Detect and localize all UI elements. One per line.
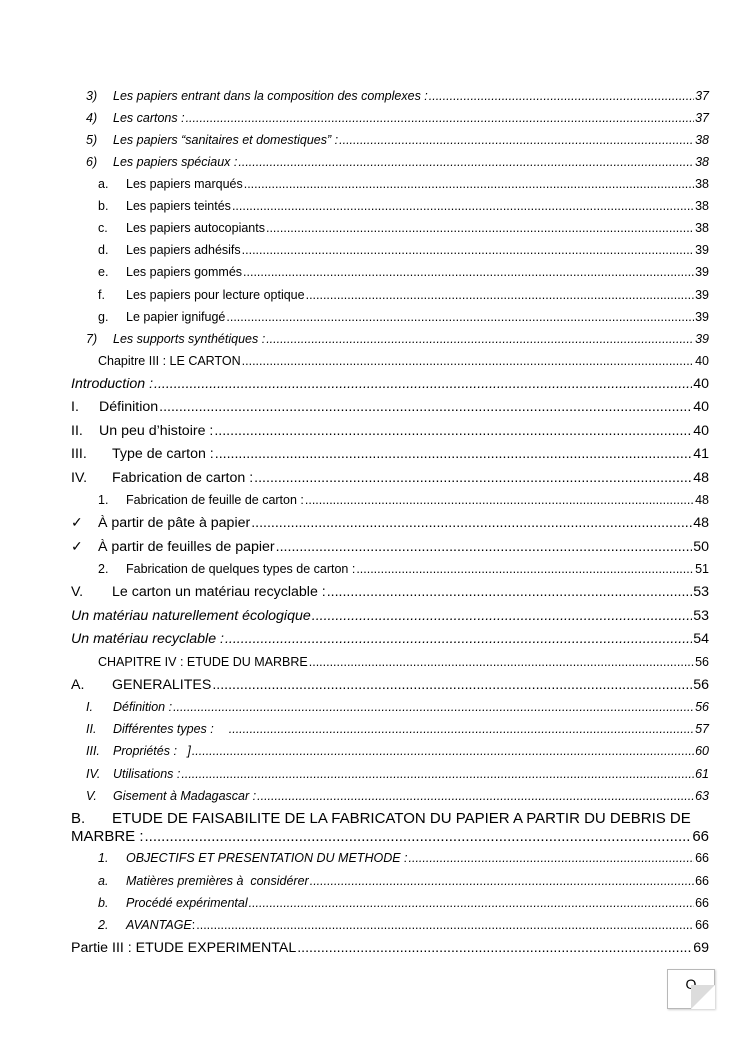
toc-entry-title: Type de carton :: [112, 446, 214, 462]
toc-entry-number: c.: [98, 221, 108, 235]
toc-entry[interactable]: [98, 562, 709, 576]
toc-entry-page: 38: [695, 133, 709, 147]
toc-entry-number: b.: [98, 896, 109, 910]
toc-entry-page: 37: [695, 89, 709, 103]
toc-leader-dots: [226, 310, 694, 324]
toc-entry-number: b.: [98, 199, 109, 213]
toc-entry-title: Gisement à Madagascar :: [113, 789, 257, 803]
toc-leader-dots: [196, 918, 694, 932]
toc-entry-title: À partir de pâte à papier: [98, 515, 251, 531]
toc-entry-page: 40: [693, 376, 709, 392]
toc-entry-page: 63: [695, 789, 709, 803]
toc-entry-page: 39: [695, 288, 709, 302]
toc-entry-page: 53: [693, 584, 709, 600]
toc-entry-number: e.: [98, 265, 109, 279]
toc-entry-title: Définition: [99, 399, 159, 415]
toc-entry-page: 50: [693, 539, 709, 555]
toc-leader-dots: [266, 332, 694, 346]
toc-entry-number: a.: [98, 177, 109, 191]
toc-entry[interactable]: [98, 243, 709, 257]
toc-entry-title: Un matériau naturellement écologique: [71, 608, 311, 624]
toc-entry-title: À partir de feuilles de papier: [98, 539, 275, 555]
toc-entry-title: Chapitre III : LE CARTON: [98, 354, 241, 368]
toc-entry-page: 39: [695, 332, 709, 346]
toc-entry-title: Les papiers adhésifs: [126, 243, 241, 257]
toc-entry-number: 1.: [98, 493, 109, 507]
toc-entry-chapter[interactable]: [98, 655, 709, 669]
toc-leader-dots: [192, 744, 694, 758]
toc-entry-title: Les papiers autocopiants: [126, 221, 265, 235]
toc-leader-dots: [229, 722, 694, 736]
toc-entry[interactable]: [86, 332, 709, 346]
toc-leader-dots: [186, 111, 695, 125]
toc-entry[interactable]: [86, 89, 709, 103]
toc-entry-page: 51: [695, 562, 709, 576]
toc-entry-title-suffix: :: [191, 918, 196, 932]
toc-entry[interactable]: [98, 265, 709, 279]
toc-entry-title: Procédé expérimental: [126, 896, 248, 910]
toc-entry[interactable]: [98, 851, 709, 865]
toc-entry-page: 66: [695, 918, 709, 932]
toc-entry-title: Les cartons :: [113, 111, 185, 125]
toc-entry-number: 1.: [98, 851, 109, 865]
toc-leader-dots: [276, 539, 693, 555]
toc-entry-title: Matières premières à considérer: [126, 874, 309, 888]
toc-entry[interactable]: [71, 446, 709, 462]
toc-entry-title: Propriétés : ]: [113, 744, 191, 758]
toc-entry-page: 37: [695, 111, 709, 125]
toc-entry-title: Les papiers entrant dans la composition des complexes :: [113, 89, 428, 103]
toc-entry[interactable]: [98, 918, 709, 932]
page-fold-icon: [691, 985, 715, 1009]
toc-entry-page: 38: [695, 199, 709, 213]
toc-entry-title: OBJECTIFS ET PRESENTATION DU METHODE :: [126, 851, 408, 865]
toc-leader-dots: [310, 874, 694, 888]
page-number: O: [685, 976, 697, 992]
toc-entry-title: AVANTAGE: [126, 918, 192, 932]
toc-entry[interactable]: [86, 767, 709, 781]
toc-leader-dots: [145, 828, 692, 846]
toc-leader-dots: [181, 767, 694, 781]
toc-leader-dots: [154, 376, 692, 392]
toc-entry-page: 66: [695, 874, 709, 888]
toc-leader-dots: [225, 631, 692, 647]
checkmark-icon: ✓: [71, 515, 83, 531]
toc-entry-number: 7): [86, 332, 98, 346]
toc-leader-dots: [257, 789, 694, 803]
toc-entry[interactable]: [86, 700, 709, 714]
toc-entry[interactable]: [71, 608, 709, 624]
toc-entry-page: 38: [695, 221, 709, 235]
toc-entry-page: 48: [693, 515, 709, 531]
toc-entry-title: Les papiers “sanitaires et domestiques” :: [113, 133, 339, 147]
toc-entry[interactable]: [98, 874, 709, 888]
toc-entry[interactable]: [71, 940, 709, 956]
toc-entry[interactable]: [71, 631, 709, 647]
toc-entry-title: Le papier ignifugé: [126, 310, 226, 324]
toc-entry-number: 4): [86, 111, 98, 125]
toc-entry-number: f.: [98, 288, 105, 302]
toc-leader-dots: [409, 851, 695, 865]
toc-entry-title: Définition :: [113, 700, 173, 714]
toc-entry-page: 48: [693, 470, 709, 486]
toc-leader-dots: [215, 446, 692, 462]
toc-entry-page: 66: [695, 896, 709, 910]
toc-entry[interactable]: [98, 288, 709, 302]
toc-entry[interactable]: [86, 722, 709, 736]
toc-entry-page: 66: [695, 851, 709, 865]
toc-entry-title: Différentes types :: [113, 722, 214, 736]
toc-entry-page: 38: [695, 155, 709, 169]
toc-entry[interactable]: [98, 177, 709, 191]
toc-entry-title: Partie III : ETUDE EXPERIMENTAL: [71, 940, 297, 956]
toc-entry-title: Le carton un matériau recyclable :: [112, 584, 326, 600]
toc-leader-dots: [306, 288, 695, 302]
toc-leader-dots: [242, 243, 694, 257]
toc-entry-page: 53: [693, 608, 709, 624]
toc-entry[interactable]: [71, 399, 709, 415]
toc-entry-number: d.: [98, 243, 109, 257]
toc-entry-number: II.: [86, 722, 97, 736]
toc-entry-page: 54: [693, 631, 709, 647]
toc-leader-dots: [312, 608, 692, 624]
toc-entry-page: 66: [692, 828, 709, 845]
toc-entry-number: 3): [86, 89, 98, 103]
toc-entry-page: 40: [693, 399, 709, 415]
toc-entry[interactable]: [98, 310, 709, 324]
toc-entry[interactable]: [71, 677, 709, 693]
toc-entry-chapter[interactable]: [98, 354, 709, 368]
toc-entry[interactable]: [71, 423, 709, 439]
toc-entry-title: Fabrication de quelques types de carton :: [126, 562, 356, 576]
toc-leader-dots: [242, 354, 694, 368]
toc-entry-page: 40: [693, 423, 709, 439]
toc-entry[interactable]: [71, 584, 709, 600]
toc-entry-title: Fabrication de carton :: [112, 470, 254, 486]
toc-entry-number: A.: [71, 677, 85, 693]
toc-entry-number: III.: [86, 744, 100, 758]
toc-entry-title: Introduction :: [71, 376, 154, 392]
toc-entry[interactable]: [98, 221, 709, 235]
toc-entry-page: 39: [695, 243, 709, 257]
toc-entry-page: 40: [695, 354, 709, 368]
toc-leader-dots: [249, 896, 694, 910]
toc-entry-title: Les papiers teintés: [126, 199, 231, 213]
toc-leader-dots: [238, 155, 694, 169]
toc-entry-page: 60: [695, 744, 709, 758]
toc-leader-dots: [309, 655, 694, 669]
toc-entry-page: 69: [693, 940, 709, 956]
toc-entry[interactable]: [71, 470, 709, 486]
toc-entry-page: 48: [695, 493, 709, 507]
toc-entry-title: Les papiers gommés: [126, 265, 243, 279]
toc-entry[interactable]: [71, 810, 709, 846]
toc-entry-page: 41: [693, 446, 709, 462]
toc-entry-number: 5): [86, 133, 98, 147]
toc-entry-page: 38: [695, 177, 709, 191]
toc-entry-page: 57: [695, 722, 709, 736]
toc-entry[interactable]: [86, 744, 709, 758]
toc-entry[interactable]: [86, 133, 709, 147]
toc-entry-title: Les papiers pour lecture optique: [126, 288, 305, 302]
toc-leader-dots: [173, 700, 694, 714]
toc-entry-title: CHAPITRE IV : ETUDE DU MARBRE: [98, 655, 308, 669]
toc-entry-page: 61: [695, 767, 709, 781]
toc-leader-dots: [327, 584, 693, 600]
toc-entry-number: B.: [71, 810, 86, 827]
toc-entry-number: 2.: [98, 562, 109, 576]
toc-entry-number: IV.: [86, 767, 101, 781]
toc-entry-number: 2.: [98, 918, 109, 932]
toc-entry[interactable]: [86, 155, 709, 169]
toc-entry-title: Un matériau recyclable :: [71, 631, 224, 647]
toc-entry-number: V.: [86, 789, 97, 803]
toc-entry[interactable]: [86, 789, 709, 803]
toc-leader-dots: [251, 515, 692, 531]
toc-entry[interactable]: [71, 539, 709, 555]
toc-entry-number: III.: [71, 446, 87, 462]
toc-entry-number: II.: [71, 423, 83, 439]
toc-entry[interactable]: [98, 199, 709, 213]
toc-entry-title: Les papiers marqués: [126, 177, 243, 191]
toc-leader-dots: [214, 423, 692, 439]
toc-entry[interactable]: [86, 111, 709, 125]
toc-entry-number: IV.: [71, 470, 88, 486]
toc-leader-dots: [159, 399, 692, 415]
toc-entry-title: Les papiers spéciaux :: [113, 155, 238, 169]
page-number-box: [667, 969, 715, 1009]
toc-leader-dots: [297, 940, 692, 956]
toc-entry[interactable]: [98, 493, 709, 507]
toc-entry-number: V.: [71, 584, 84, 600]
toc-entry-title: Utilisations :: [113, 767, 181, 781]
toc-entry-page: 56: [695, 700, 709, 714]
toc-leader-dots: [305, 493, 694, 507]
toc-entry-title: Un peu d’histoire :: [99, 423, 214, 439]
toc-entry-title: GENERALITES: [112, 677, 212, 693]
toc-leader-dots: [356, 562, 694, 576]
toc-entry-number: 6): [86, 155, 98, 169]
toc-entry[interactable]: [98, 896, 709, 910]
toc-leader-dots: [243, 265, 694, 279]
toc-entry-number: I.: [86, 700, 93, 714]
toc-entry-number: a.: [98, 874, 109, 888]
toc-leader-dots: [339, 133, 694, 147]
toc-entry-title: Fabrication de feuille de carton :: [126, 493, 304, 507]
toc-entry-page: 56: [695, 655, 709, 669]
toc-entry-number: I.: [71, 399, 79, 415]
toc-leader-dots: [429, 89, 694, 103]
toc-entry-page: 56: [693, 677, 709, 693]
toc-leader-dots: [244, 177, 694, 191]
checkmark-icon: ✓: [71, 539, 83, 555]
toc-entry[interactable]: [71, 376, 709, 392]
toc-entry-title: ETUDE DE FAISABILITE DE LA FABRICATON DU PAPIER A PARTIR DU DEBRIS DE: [112, 810, 691, 827]
toc-leader-dots: [254, 470, 692, 486]
toc-entry-page: 39: [695, 265, 709, 279]
toc-leader-dots: [266, 221, 694, 235]
toc-leader-dots: [232, 199, 694, 213]
toc-entry[interactable]: [71, 515, 709, 531]
toc-entry-page: 39: [695, 310, 709, 324]
toc-entry-number: g.: [98, 310, 109, 324]
toc-entry-title: Les supports synthétiques :: [113, 332, 266, 346]
toc-leader-dots: [212, 677, 692, 693]
toc-entry-title-continued: MARBRE :: [71, 828, 144, 845]
